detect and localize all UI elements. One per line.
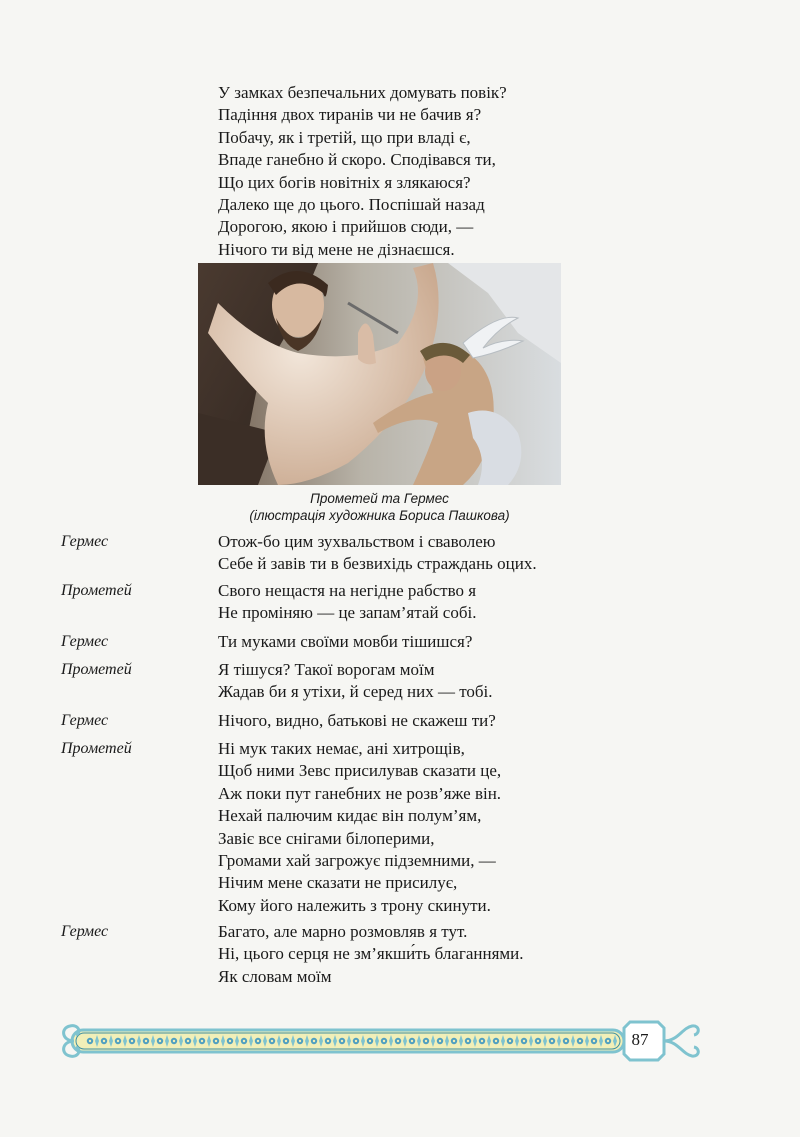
speaker-name: Гермес — [61, 533, 109, 550]
flower-center-icon — [341, 1040, 343, 1042]
flower-center-icon — [159, 1040, 161, 1042]
verse-line: Ні, цього серця не зм’якши́ть благаннями. — [218, 944, 524, 964]
verse-line: Завіє все снігами білоперими, — [218, 828, 435, 848]
verse-line: Щоб ними Зевс присилував сказати це, — [218, 761, 502, 781]
verse-line: Впаде ганебно й скоро. Сподівався ти, — [218, 150, 496, 170]
speaker-name: Гермес — [61, 923, 109, 940]
flower-center-icon — [131, 1040, 133, 1042]
flower-center-icon — [537, 1040, 539, 1042]
flower-center-icon — [523, 1040, 525, 1042]
verse-line: Не проміняю — це запам’ятай собі. — [218, 603, 477, 623]
verse-line: Дорогою, якою і прийшов сюди, — — [218, 217, 474, 237]
flower-center-icon — [117, 1040, 119, 1042]
flower-center-icon — [313, 1040, 315, 1042]
flower-center-icon — [495, 1040, 497, 1042]
flower-center-icon — [285, 1040, 287, 1042]
verse-line: Нехай палючим кидає він полум’ям, — [218, 806, 482, 826]
painting-image — [198, 263, 561, 485]
verse-line: Себе й завів ти в безвихідь страждань оцих. — [218, 554, 537, 574]
footer-ornament — [58, 1018, 702, 1064]
flower-center-icon — [481, 1040, 483, 1042]
verse-line: Жадав би я утіхи, й серед них — тобі. — [218, 682, 493, 702]
speech-text — [218, 710, 496, 732]
flower-center-icon — [607, 1040, 609, 1042]
verse-line: Нічого ти від мене не дізнаєшся. — [218, 239, 455, 259]
speaker-name: Прометей — [61, 582, 132, 599]
speech-text — [218, 738, 501, 917]
flower-center-icon — [187, 1040, 189, 1042]
verse-line: Аж поки пут ганебних не розв’яже він. — [218, 783, 502, 803]
verse-line: Падіння двох тиранів чи не бачив я? — [218, 105, 482, 125]
flower-center-icon — [579, 1040, 581, 1042]
verse-line: Нічого, видно, батькові не скажеш ти? — [218, 711, 496, 730]
flower-center-icon — [327, 1040, 329, 1042]
verse-line: Побачу, як і третій, що при владі є, — [218, 127, 471, 147]
flower-center-icon — [509, 1040, 511, 1042]
flower-center-icon — [173, 1040, 175, 1042]
illustration-prometheus-hermes — [198, 263, 561, 485]
speech-text — [218, 580, 476, 625]
flower-center-icon — [257, 1040, 259, 1042]
verse-line: Отож-бо цим зухвальством і сваволею — [218, 532, 496, 551]
speaker-name: Прометей — [61, 740, 132, 757]
speaker-name: Гермес — [61, 712, 109, 729]
flower-center-icon — [145, 1040, 147, 1042]
flower-center-icon — [201, 1040, 203, 1042]
speech-text — [218, 921, 524, 988]
flower-center-icon — [89, 1040, 91, 1042]
flower-center-icon — [229, 1040, 231, 1042]
verse-line: Що цих богів новітніх я злякаюся? — [218, 172, 471, 192]
verse-line: Кому його належить з трону скинути. — [218, 895, 491, 915]
verse-line: Громами хай загрожує підземними, — — [218, 851, 496, 871]
flower-center-icon — [271, 1040, 273, 1042]
verse-line: Нічим мене сказати не присилує, — [218, 873, 458, 893]
scroll-right-icon — [664, 1026, 698, 1041]
verse-line: Я тішуся? Такої ворогам моїм — [218, 660, 435, 679]
verse-line: Ні мук таких немає, ані хитрощів, — [218, 739, 465, 758]
speaker-name: Прометей — [61, 661, 132, 678]
caption-credit: (ілюстрація художника Бориса Пашкова) — [249, 508, 510, 523]
verse-line: Багато, але марно розмовляв я тут. — [218, 922, 468, 941]
verse-line: Свого нещастя на негідне рабство я — [218, 581, 477, 600]
flower-center-icon — [551, 1040, 553, 1042]
flower-center-icon — [243, 1040, 245, 1042]
flower-center-icon — [425, 1040, 427, 1042]
illustration-caption — [198, 490, 561, 524]
flower-center-icon — [593, 1040, 595, 1042]
page-number: 87 — [631, 1030, 649, 1049]
flower-center-icon — [565, 1040, 567, 1042]
speech-text — [218, 659, 493, 704]
speaker-name: Гермес — [61, 633, 109, 650]
flower-center-icon — [103, 1040, 105, 1042]
flower-center-icon — [467, 1040, 469, 1042]
speech-text — [218, 631, 472, 653]
speech-text — [218, 531, 537, 576]
verse-line: Як словам моїм — [218, 966, 332, 986]
flower-center-icon — [439, 1040, 441, 1042]
flower-center-icon — [299, 1040, 301, 1042]
verse-line: Далеко ще до цього. Поспішай назад — [218, 195, 485, 215]
flower-center-icon — [411, 1040, 413, 1042]
flower-center-icon — [397, 1040, 399, 1042]
intro-verse — [218, 82, 507, 261]
flower-center-icon — [355, 1040, 357, 1042]
flower-center-icon — [369, 1040, 371, 1042]
verse-line: У замках безпечальних домувать повік? — [218, 83, 507, 102]
verse-line: Ти муками своїми мовби тішишся? — [218, 632, 473, 651]
flower-center-icon — [383, 1040, 385, 1042]
flower-center-icon — [453, 1040, 455, 1042]
flower-center-icon — [215, 1040, 217, 1042]
caption-title: Прометей та Гермес — [310, 491, 449, 506]
ornament-border — [58, 1018, 702, 1064]
scroll-right-icon — [664, 1041, 698, 1056]
